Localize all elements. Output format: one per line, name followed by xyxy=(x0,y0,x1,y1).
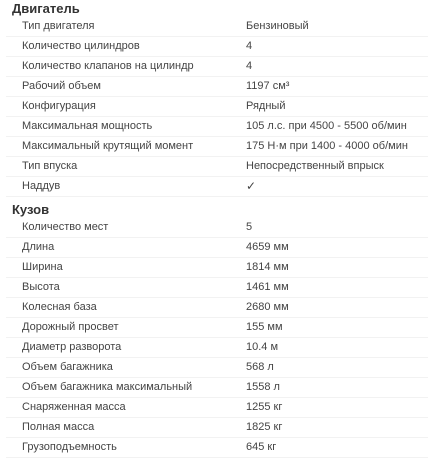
spec-value: 5 xyxy=(246,221,253,233)
spec-row-length xyxy=(6,238,428,258)
spec-row-height xyxy=(6,278,428,298)
spec-value: 10.4 м xyxy=(246,341,279,353)
spec-label: Диаметр разворота xyxy=(22,341,122,353)
spec-label: Колесная база xyxy=(22,301,97,313)
spec-value: 2680 мм xyxy=(246,301,289,313)
spec-label: Тип двигателя xyxy=(22,20,95,32)
spec-row-engine-type xyxy=(6,17,428,37)
spec-row-payload xyxy=(6,438,428,458)
spec-row-valves xyxy=(6,57,428,77)
spec-label: Количество цилиндров xyxy=(22,40,140,52)
spec-label: Конфигурация xyxy=(22,100,96,112)
spec-row-seats xyxy=(6,218,428,238)
spec-row-width xyxy=(6,258,428,278)
spec-row-wheelbase xyxy=(6,298,428,318)
spec-label: Тип впуска xyxy=(22,160,78,172)
checkmark-icon: ✓ xyxy=(246,179,257,193)
spec-value: 4659 мм xyxy=(246,241,289,253)
spec-label: Полная масса xyxy=(22,421,95,433)
spec-value: 4 xyxy=(246,60,253,72)
spec-row-cylinders xyxy=(6,37,428,57)
spec-row-configuration xyxy=(6,97,428,117)
body-spec-list xyxy=(6,218,428,458)
spec-row-max-power xyxy=(6,117,428,137)
spec-row-curb-weight xyxy=(6,398,428,418)
spec-value: 105 л.с. при 4500 - 5500 об/мин xyxy=(246,120,407,132)
spec-value: 4 xyxy=(246,40,253,52)
spec-label: Ширина xyxy=(22,261,63,273)
engine-spec-list xyxy=(6,17,428,197)
spec-label: Длина xyxy=(22,241,55,253)
spec-value: 1825 кг xyxy=(246,421,283,433)
spec-value: Непосредственный впрыск xyxy=(246,160,384,172)
spec-label: Количество мест xyxy=(22,221,109,233)
spec-label: Дорожный просвет xyxy=(22,321,119,333)
spec-row-intake-type xyxy=(6,157,428,177)
spec-label: Снаряженная масса xyxy=(22,401,126,413)
spec-value: 1255 кг xyxy=(246,401,283,413)
spec-label: Объем багажника xyxy=(22,361,113,373)
spec-row-gross-weight xyxy=(6,418,428,438)
spec-value: 1197 см³ xyxy=(246,80,290,92)
spec-value: 568 л xyxy=(246,361,274,373)
spec-row-ground-clearance xyxy=(6,318,428,338)
spec-value: 645 кг xyxy=(246,441,277,453)
spec-label: Грузоподъемность xyxy=(22,441,117,453)
spec-row-turbo xyxy=(6,177,428,197)
spec-row-displacement xyxy=(6,77,428,97)
spec-value: 1558 л xyxy=(246,381,280,393)
spec-row-trunk-volume-max xyxy=(6,378,428,398)
spec-value: Бензиновый xyxy=(246,20,309,32)
spec-label: Максимальная мощность xyxy=(22,120,153,132)
engine-section-title: Двигатель xyxy=(12,1,80,16)
spec-row-max-torque xyxy=(6,137,428,157)
spec-value: Рядный xyxy=(246,100,286,112)
spec-label: Количество клапанов на цилиндр xyxy=(22,60,194,72)
spec-label: Объем багажника максимальный xyxy=(22,381,193,393)
spec-label: Рабочий объем xyxy=(22,80,101,92)
spec-value: 1461 мм xyxy=(246,281,289,293)
spec-row-trunk-volume xyxy=(6,358,428,378)
body-section-title: Кузов xyxy=(12,202,50,217)
spec-row-turning-diameter xyxy=(6,338,428,358)
spec-label: Наддув xyxy=(22,180,61,192)
spec-label: Высота xyxy=(22,281,60,293)
spec-value: 1814 мм xyxy=(246,261,289,273)
spec-value: 155 мм xyxy=(246,321,283,333)
spec-value: 175 Н·м при 1400 - 4000 об/мин xyxy=(246,140,408,152)
spec-label: Максимальный крутящий момент xyxy=(22,140,194,152)
